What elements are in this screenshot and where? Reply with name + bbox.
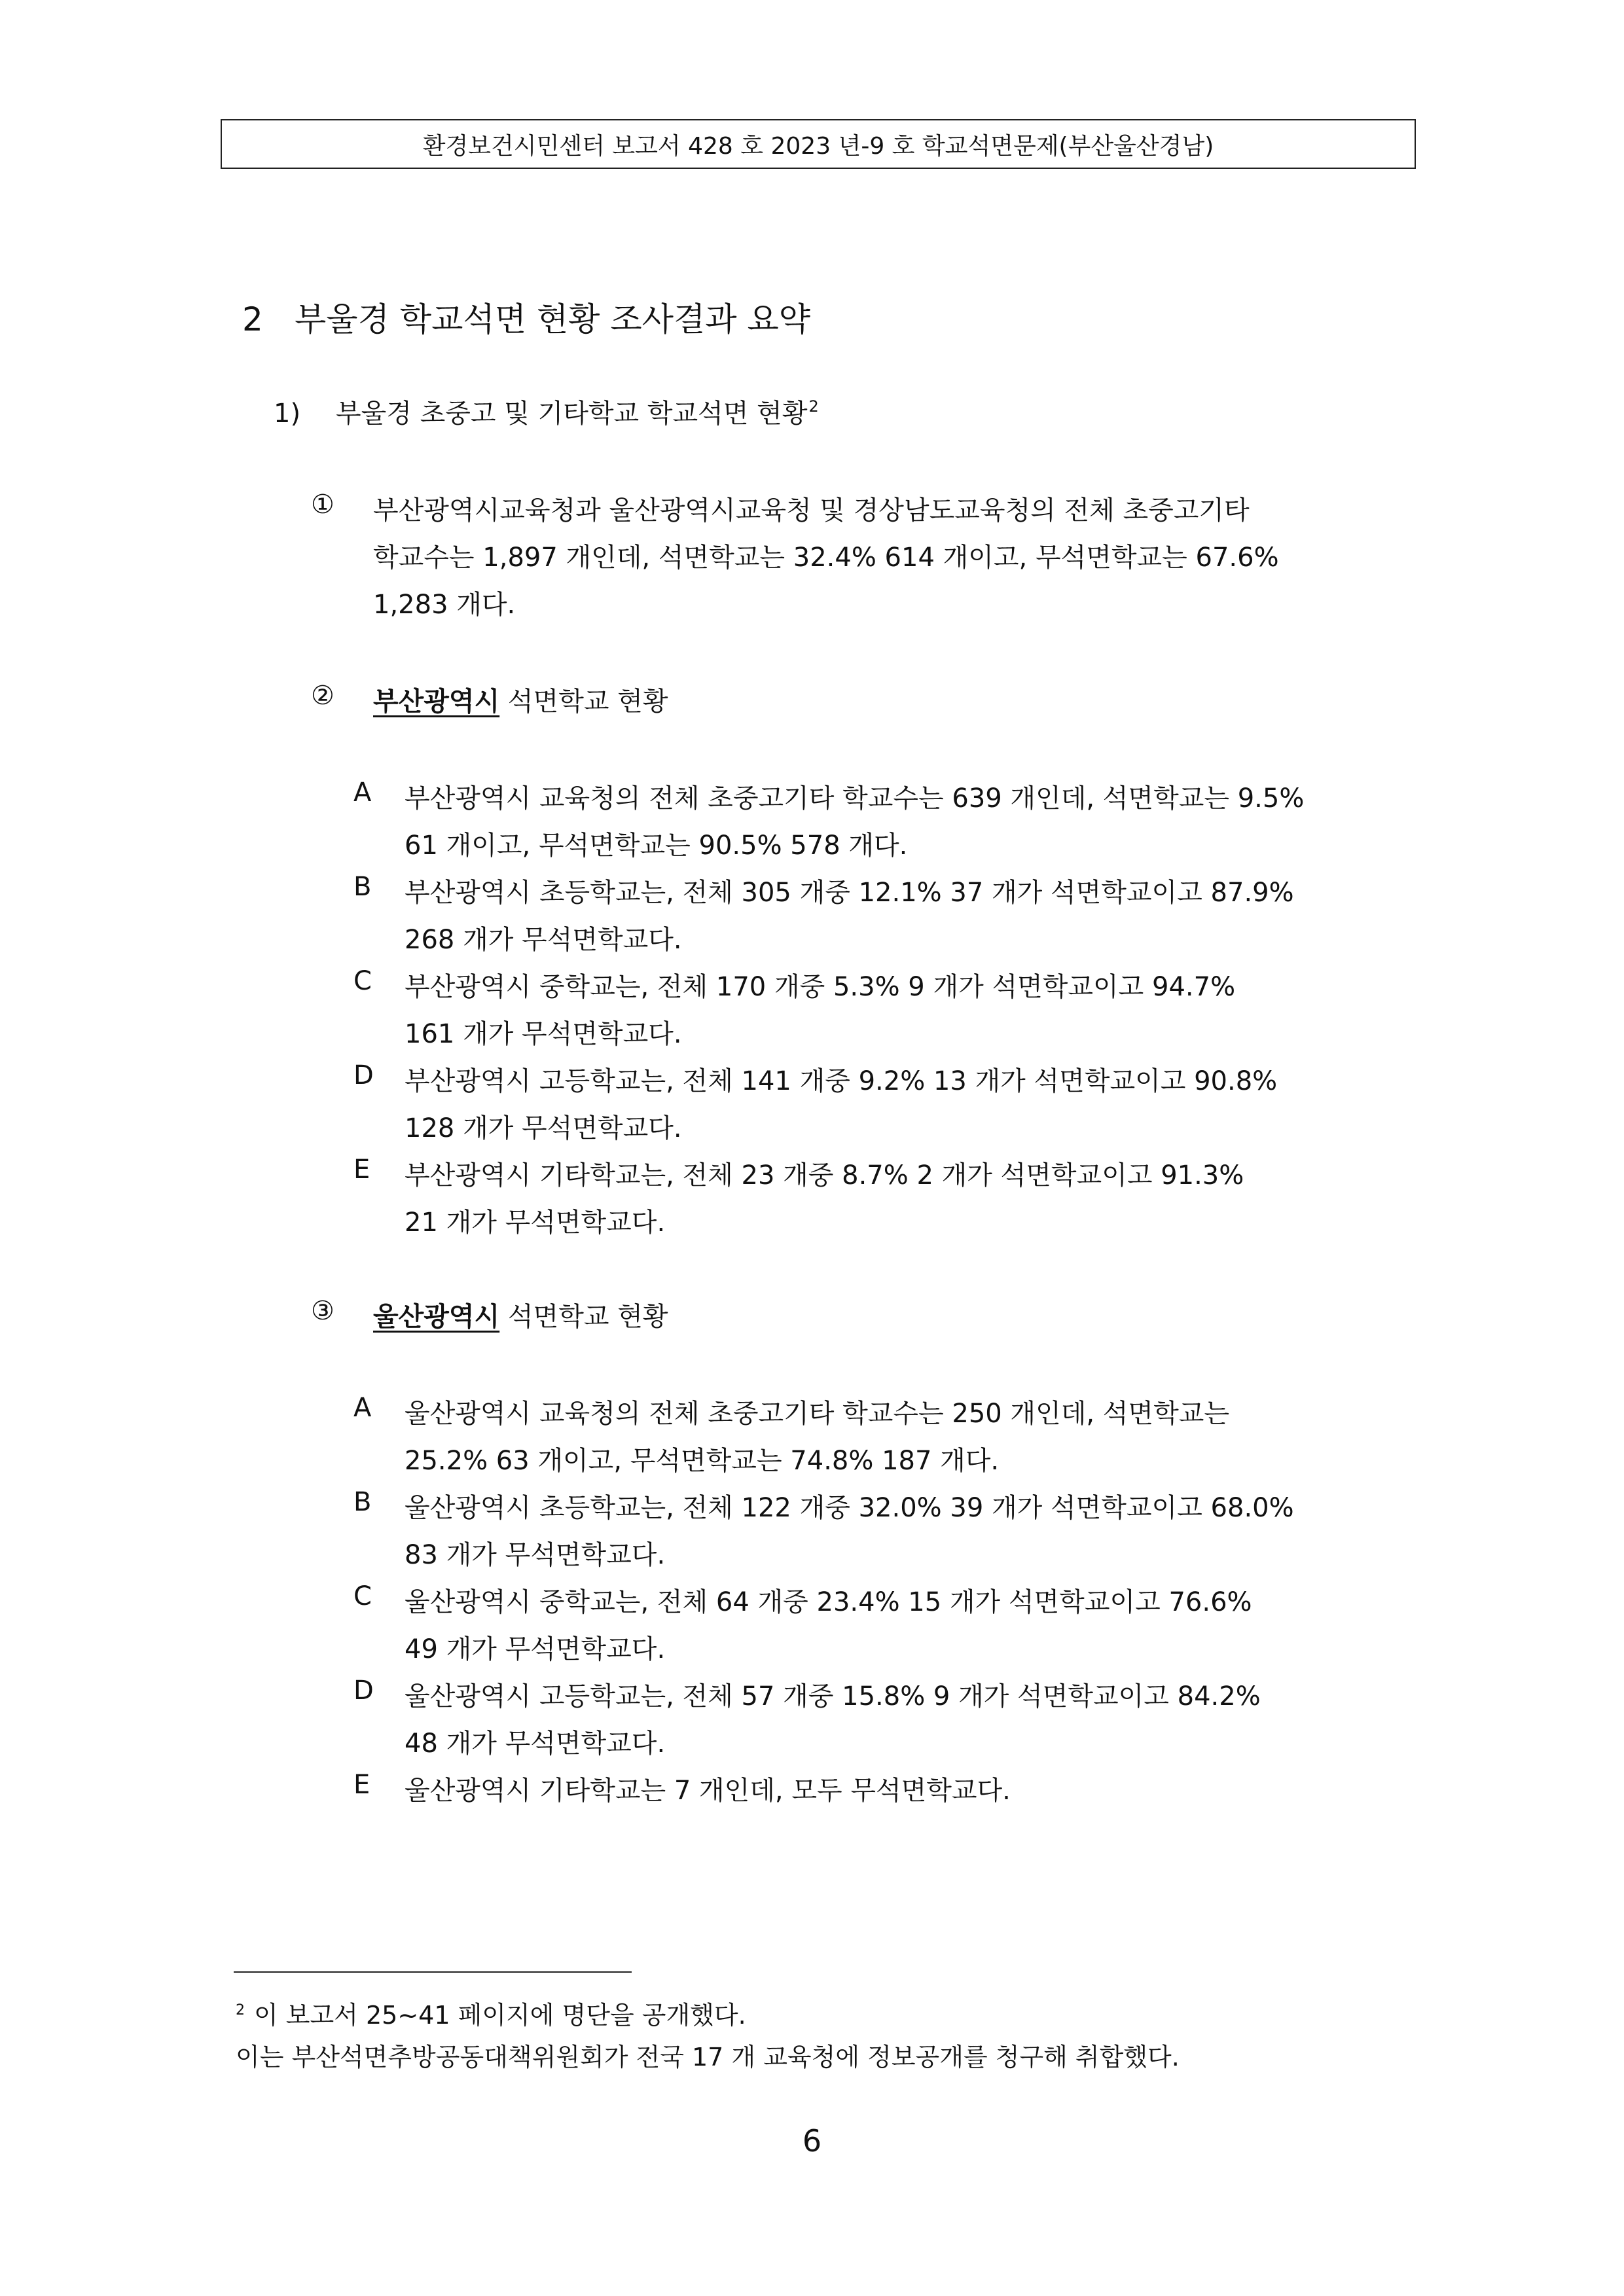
footnote-line xyxy=(236,1995,746,2031)
subsection-title: 부울경 초중고 및 기타학교 학교석면 현황 xyxy=(336,399,808,429)
footnote-number: 2 xyxy=(236,2002,245,2018)
header-title: 환경보건시민센터 보고서 428 호 2023 년-9 호 학교석면문제(부산울산경남) xyxy=(422,132,1214,160)
item-letter: E xyxy=(353,1770,370,1800)
item-line: 128 개가 무석면학교다. xyxy=(405,1113,682,1143)
item-line: 48 개가 무석면학교다. xyxy=(405,1729,666,1759)
circled-one-mark: ① xyxy=(311,490,334,520)
footnote-line xyxy=(236,2037,1180,2073)
report-header xyxy=(221,119,1416,169)
ulsan-region: 울산광역시 xyxy=(373,1302,500,1332)
section-title: 부울경 학교석면 현황 조사결과 요약 xyxy=(295,300,811,338)
footnote-text: 이 보고서 25~41 페이지에 명단을 공개했다. xyxy=(254,2001,746,2030)
item-line: 부산광역시 기타학교는, 전체 23 개중 8.7% 2 개가 석면학교이고 91.3% xyxy=(405,1160,1244,1191)
item-line: 부산광역시 중학교는, 전체 170 개중 5.3% 9 개가 석면학교이고 94.7% xyxy=(405,972,1236,1002)
page-number: 6 xyxy=(802,2123,822,2159)
item-letter: A xyxy=(353,1393,372,1423)
footnote-text: 이는 부산석면추방공동대책위원회가 전국 17 개 교육청에 정보공개를 청구해 취합했다. xyxy=(236,2043,1180,2072)
item-line: 161 개가 무석면학교다. xyxy=(405,1019,682,1049)
item-line: 부산광역시 초등학교는, 전체 305 개중 12.1% 37 개가 석면학교이고 87.9% xyxy=(405,878,1294,908)
circled-three-mark: ③ xyxy=(311,1296,334,1326)
item-letter: C xyxy=(353,1581,372,1611)
busan-title-rest: 석면학교 현황 xyxy=(499,687,668,717)
footnote-divider xyxy=(234,1971,632,1973)
item-letter: D xyxy=(353,1060,374,1090)
item-line: 268 개가 무석면학교다. xyxy=(405,925,682,955)
subsection-number: 1) xyxy=(274,399,301,429)
footnote-ref: 2 xyxy=(808,397,819,416)
summary-line: 학교수는 1,897 개인데, 석면학교는 32.4% 614 개이고, 무석면학교는 67.6% xyxy=(373,543,1279,573)
item-line: 울산광역시 고등학교는, 전체 57 개중 15.8% 9 개가 석면학교이고 84.2% xyxy=(405,1681,1261,1712)
section-heading xyxy=(242,293,810,340)
circled-two-mark: ② xyxy=(311,681,334,711)
item-line: 21 개가 무석면학교다. xyxy=(405,1208,666,1238)
section-number: 2 xyxy=(242,300,263,338)
item-line: 부산광역시 교육청의 전체 초중고기타 학교수는 639 개인데, 석면학교는 9.5% xyxy=(405,783,1305,814)
summary-line: 1,283 개다. xyxy=(373,590,516,620)
item-line: 61 개이고, 무석면학교는 90.5% 578 개다. xyxy=(405,831,908,861)
item-line: 울산광역시 기타학교는 7 개인데, 모두 무석면학교다. xyxy=(405,1776,1011,1806)
item-line: 울산광역시 중학교는, 전체 64 개중 23.4% 15 개가 석면학교이고 76.6% xyxy=(405,1587,1252,1617)
ulsan-title-rest: 석면학교 현황 xyxy=(499,1302,668,1332)
item-line: 25.2% 63 개이고, 무석면학교는 74.8% 187 개다. xyxy=(405,1446,1000,1476)
item-line: 울산광역시 초등학교는, 전체 122 개중 32.0% 39 개가 석면학교이고 68.0% xyxy=(405,1493,1294,1523)
item-letter: D xyxy=(353,1676,374,1706)
item-line: 부산광역시 고등학교는, 전체 141 개중 9.2% 13 개가 석면학교이고 90.8% xyxy=(405,1066,1278,1096)
item-line: 울산광역시 교육청의 전체 초중고기타 학교수는 250 개인데, 석면학교는 xyxy=(405,1399,1229,1429)
item-letter: E xyxy=(353,1155,370,1185)
item-line: 83 개가 무석면학교다. xyxy=(405,1540,666,1570)
item-letter: C xyxy=(353,966,372,996)
summary-line: 부산광역시교육청과 울산광역시교육청 및 경상남도교육청의 전체 초중고기타 xyxy=(373,495,1250,526)
item-letter: B xyxy=(353,872,372,902)
item-letter: A xyxy=(353,778,372,808)
item-letter: B xyxy=(353,1487,372,1517)
subsection-heading xyxy=(274,393,819,430)
item-line: 49 개가 무석면학교다. xyxy=(405,1634,666,1664)
busan-region: 부산광역시 xyxy=(373,687,500,717)
